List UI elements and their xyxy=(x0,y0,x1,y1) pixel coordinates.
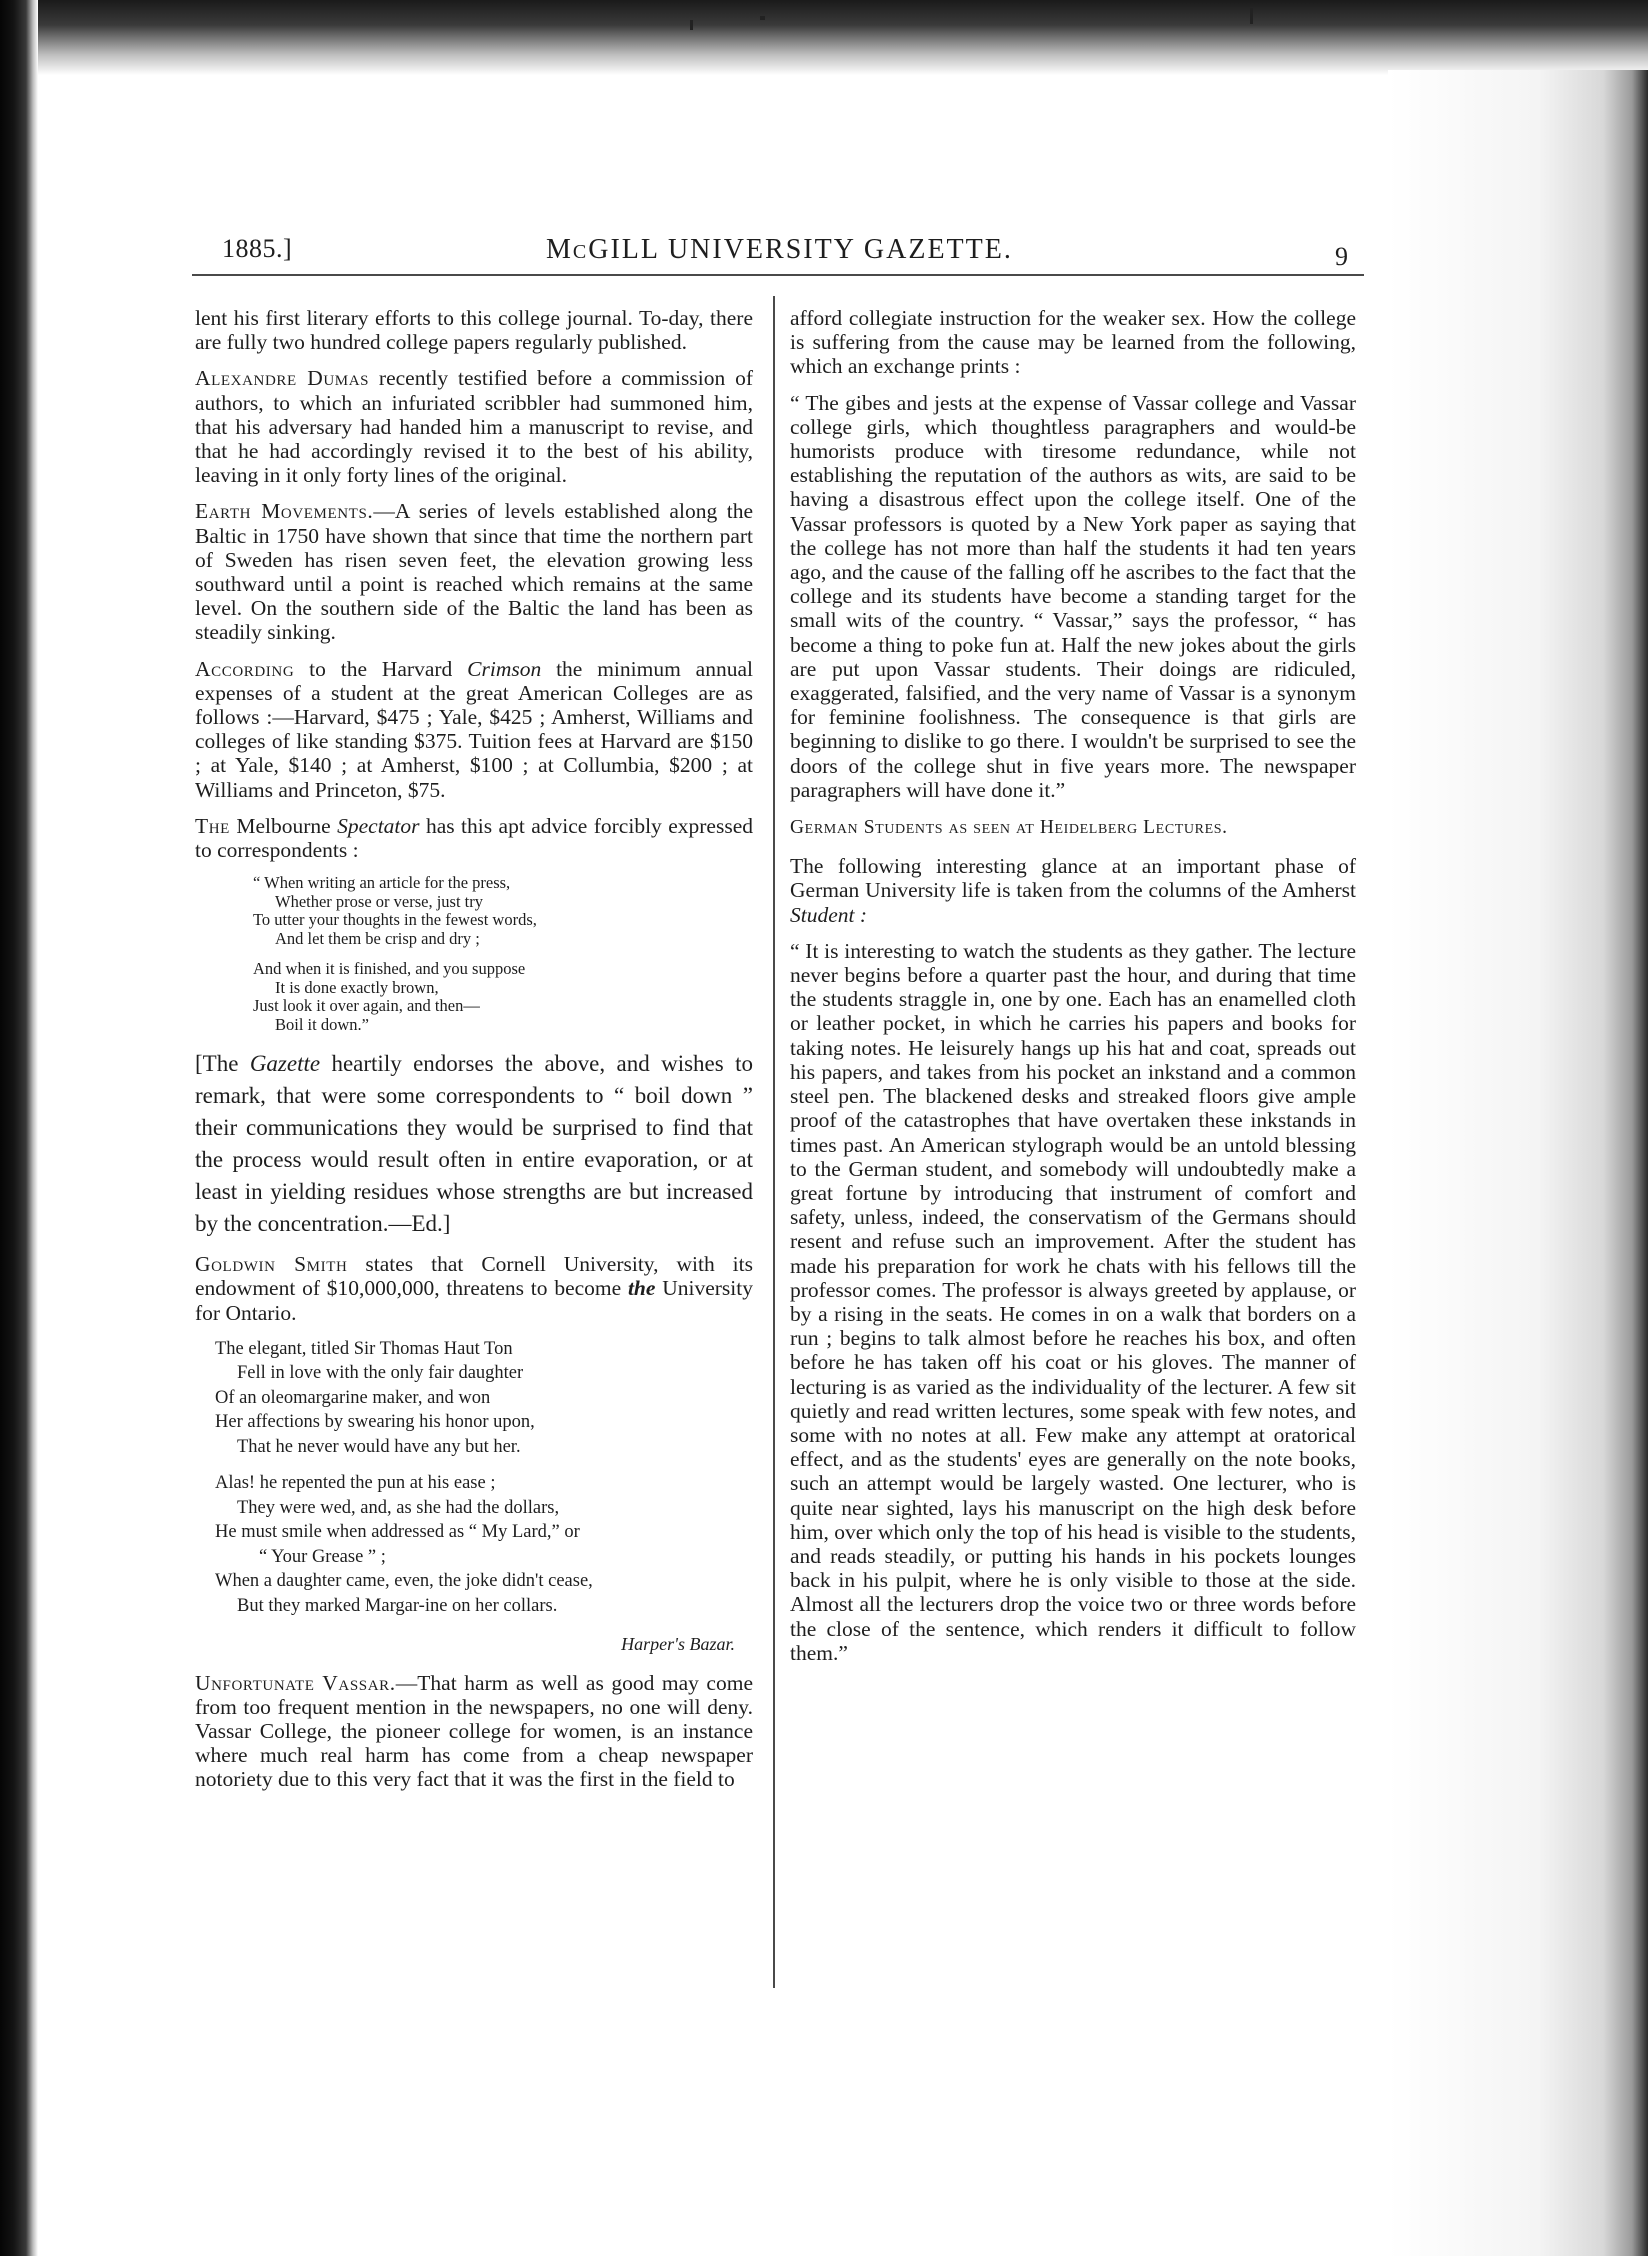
paragraph-unfortunate-vassar xyxy=(195,1671,753,1792)
poem-stanza xyxy=(215,1337,753,1460)
poem-line: Of an oleomargarine maker, and won xyxy=(215,1387,491,1408)
header-rule xyxy=(192,274,1364,276)
paragraph-earth-movements xyxy=(195,499,753,644)
poem-line: He must smile when addressed as “ My Lard,” or xyxy=(215,1522,580,1543)
gazette-title: Gazette xyxy=(249,1051,321,1077)
the-emphasis: the xyxy=(627,1276,656,1301)
page-number: 9 xyxy=(1335,242,1348,271)
right-column xyxy=(790,306,1356,1677)
scan-top-edge xyxy=(0,0,1648,75)
lead-goldwin-smith: Goldwin Smith xyxy=(195,1252,348,1277)
running-head xyxy=(222,226,1364,276)
paragraph-german-lectures: “ It is interesting to watch the students as they gather. The lecture never begins before a quarter past the hour, and during that time the students straggle in, one by one. Each has an enamelled cloth or leather pocket, in which he carries his papers and books for taking notes. He leisurely hangs up his hat and coat, spreads out his papers, and takes from his pocket an inkstand and a common steel pen. The blackened desks and streaked floors give ample proof of the catastrophes that have overtaken these inkstands in times past. An American stylograph would be an untold blessing to the German student, and somebody will undoubtedly make a great fortune by introducing that instrument of comfort and safety, unless, indeed, the conservatism of the Germans should resent and refuse such an improvement. After the student has made his preparation for work he chats with his fellows till the professor comes. The professor is always greeted by applause, or by a rising in the seats. He comes in on a walk that borders on a run ; begins to talk almost before he reaches his box, and often before he has taken off his coat or his gloves. The manner of lecturing is as varied as the individuality of the lecturer. A few sit quietly and read written lectures, some speak with few notes, and some with no notes at all. Few make any attempt at oratorical effect, and as the students' eyes are generally on the note books, such an attempt would be largely wasted. One lecturer, who is quite near sighted, lays his manuscript on the high desk before him, over which only the top of his head is visible to the students, and reads steadily, or putting his hands in his pockets lounges back in his pulpit, where he is only visible to those at the side. Almost all the lecturers drop the voice two or three words before the close of the sentence, which renders it difficult to follow them.” xyxy=(790,938,1356,1665)
paragraph-vassar-continued: afford collegiate instruction for the weaker sex. How the college is suffering from the cause may be learned from the following, which an exchange prints : xyxy=(790,306,1356,379)
harvard-text-b: the minimum annual expenses of a student at the great American Colleges are as follows :—Harvard, $475 ; Yale, $425 ; Amherst, Williams and colleges of like standing $375. Tuition fees at Harvard are $150 ; at Yale, $140 ; at Amherst, $100 ; at Collumbia, $200 ; at Williams and Princeton, $75. xyxy=(195,656,753,802)
poem-line: When a daughter came, even, the joke didn't cease, xyxy=(215,1571,593,1592)
harvard-text-a: to the Harvard xyxy=(294,656,468,681)
poem-line: Alas! he repented the pun at his ease ; xyxy=(215,1473,496,1494)
paragraph-dumas-text: recently testified before a commission of authors, to which an infuriated scribbler had summoned him, that his adversary had handed him a manuscript to revise, and that he had accordingly revised it to the best of his ability, leaving in it only forty lines of the original. xyxy=(195,366,753,488)
crimson-title: Crimson xyxy=(467,656,542,681)
poem-line: The elegant, titled Sir Thomas Haut Ton xyxy=(215,1338,513,1359)
editor-note xyxy=(195,1048,753,1240)
section-heading-german-students: German Students as seen at Heidelberg Lectures. xyxy=(790,817,1228,839)
student-title: Student : xyxy=(790,902,868,927)
scan-speck xyxy=(690,20,693,30)
lead-earth-movements: Earth Movements. xyxy=(195,499,374,524)
header-title: McGILL UNIVERSITY GAZETTE. xyxy=(546,234,1013,265)
paragraph-melbourne-spectator xyxy=(195,814,753,862)
poem-line: That he never would have any but her. xyxy=(237,1436,521,1457)
poem-margarine xyxy=(195,1337,753,1619)
poem-stanza xyxy=(253,874,753,948)
poem-line: It is done exactly brown, xyxy=(275,977,439,997)
paragraph-harvard-expenses xyxy=(195,657,753,802)
spectator-text-b: has this apt advice forcibly expressed to correspondents : xyxy=(195,813,753,863)
poem-line: But they marked Margar-ine on her collars. xyxy=(237,1595,558,1616)
poem-boil-it-down xyxy=(195,874,753,1034)
poem-line: To utter your thoughts in the fewest words, xyxy=(253,910,537,930)
paragraph-amherst-intro xyxy=(790,854,1356,927)
spectator-text-a: Melbourne xyxy=(229,813,338,838)
scan-speck xyxy=(1250,8,1253,24)
poem-attribution: Harper's Bazar. xyxy=(621,1634,735,1655)
paragraph-vassar-quote: “ The gibes and jests at the expense of Vassar college and Vassar college girls, which thoughtless paragraphers and would-be humorists produce with tiresome redundance, while not establishing the reputation of the authors as wits, are said to be having a disastrous effect upon the college itself. One of the Vassar professors is quoted by a New York paper as saying that the college has not more than half the students it had ten years ago, and the cause of the falling off he ascribes to the fact that the college and its students have become a standing target for the small wits of the country. “ Vassar,” says the professor, “ has become a thing to poke fun at. Half the new jokes about the girls are put upon Vassar students. Their doings are ridiculed, exaggerated, falsified, and the very name of Vassar is a synonym for feminine foolishness. The consequence is that girls are beginning to dislike to go there. I wouldn't be surprised to see the doors of the college shut in five years more. The newspaper paragraphers will have done it.” xyxy=(790,390,1356,802)
lead-unfortunate-vassar: Unfortunate Vassar. xyxy=(195,1670,396,1695)
vassar-text: —That harm as well as good may come from too frequent mention in the newspapers, no one will deny. Vassar College, the pioneer college for women, is an instance where much real harm has come from a cheap newspaper notoriety due to this very fact that it was the first in the field to xyxy=(195,1670,753,1792)
poem-line: Just look it over again, and then— xyxy=(253,996,480,1016)
spectator-title: Spectator xyxy=(337,813,420,838)
editor-note-b: heartily endorses the above, and wishes to remark, that were some correspondents to “ boil down ” their communications they would be surprised to find that the process would result often in entire evaporation, or at least in yielding residues whose strengths are but increased by the concentration.—Ed.] xyxy=(195,1051,753,1237)
poem-line: Whether prose or verse, just try xyxy=(275,891,484,911)
paragraph-goldwin-smith xyxy=(195,1252,753,1325)
poem-stanza xyxy=(215,1471,753,1618)
paragraph-college-papers: lent his first literary efforts to this college journal. To-day, there are fully two hundred college papers regularly published. xyxy=(195,306,753,355)
scan-right-edge xyxy=(1388,70,1648,2256)
poem-line: Fell in love with the only fair daughter xyxy=(237,1363,524,1384)
lead-according: According xyxy=(195,656,295,681)
poem-line: They were wed, and, as she had the dollars, xyxy=(237,1497,560,1518)
scan-left-edge xyxy=(0,0,38,2256)
poem-line: “ Your Grease ” ; xyxy=(259,1546,386,1567)
editor-note-a: [The xyxy=(195,1051,250,1077)
poem-line: Her affections by swearing his honor upon, xyxy=(215,1412,535,1433)
poem-line: “ When writing an article for the press, xyxy=(253,873,511,893)
poem-line: And let them be crisp and dry ; xyxy=(275,928,480,948)
paragraph-earth-movements-text: —A series of levels established along the Baltic in 1750 have shown that since that time the northern part of Sweden has risen seven feet, the elevation growing less southward until a point is reached which remains at the same level. On the southern side of the Baltic the land has been as steadily sinking. xyxy=(195,499,753,645)
scan-speck xyxy=(760,16,765,20)
lead-the: The xyxy=(195,813,230,838)
poem-line: Boil it down.” xyxy=(275,1014,369,1034)
header-year: 1885.] xyxy=(222,234,293,263)
goldwin-text-a: states that Cornell University, with its endowment of $10,000,000, threatens to become xyxy=(195,1252,753,1301)
amherst-text: The following interesting glance at an important phase of German University life is taken from the columns of the Amherst xyxy=(790,854,1356,903)
column-rule xyxy=(773,296,775,1988)
left-column xyxy=(195,306,753,1804)
lead-dumas: Alexandre Dumas xyxy=(195,366,370,391)
poem-stanza xyxy=(253,960,753,1034)
goldwin-text-b: University for Ontario. xyxy=(195,1276,753,1325)
paragraph-dumas xyxy=(195,366,753,487)
poem-line: And when it is finished, and you suppose xyxy=(253,959,526,979)
